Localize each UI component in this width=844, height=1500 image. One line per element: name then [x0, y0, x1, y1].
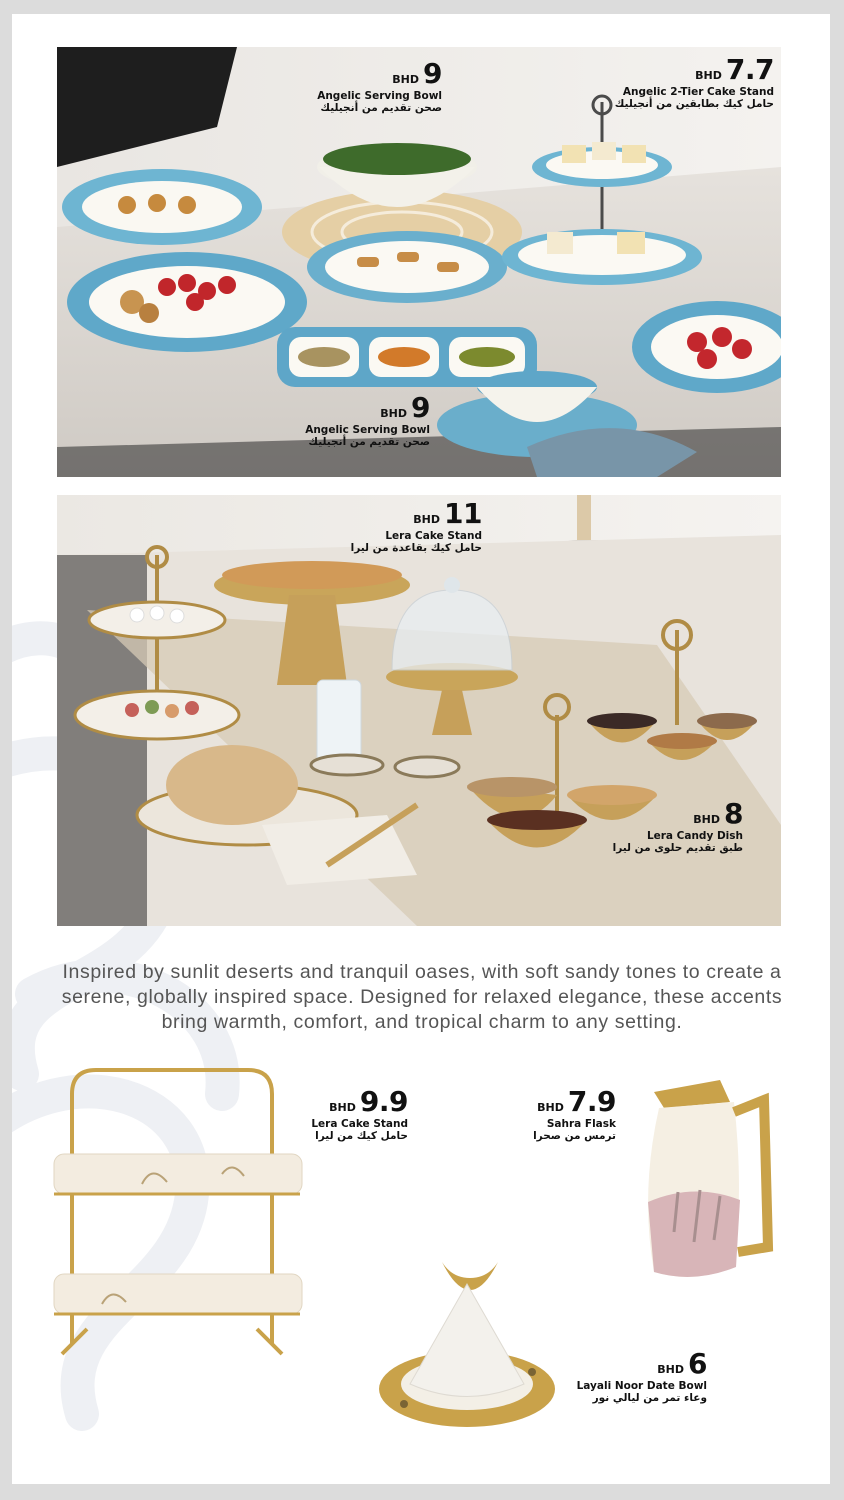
product-tag-angelic-2-tier-cake-stand — [552, 54, 774, 110]
lera-collection-photo — [57, 495, 781, 926]
product-name-arabic: حامل كيك بقاعدة من ليرا — [350, 542, 482, 555]
price-value: 6 — [688, 1347, 707, 1380]
product-tag-angelic-serving-bowl-1 — [242, 58, 442, 114]
product-tag-angelic-serving-bowl-2 — [230, 392, 430, 448]
price-value: 9.9 — [359, 1085, 408, 1118]
currency-label: BHD — [329, 1101, 356, 1114]
catalog-page — [12, 14, 830, 1484]
currency-label: BHD — [657, 1363, 685, 1376]
product-name: Lera Candy Dish — [646, 830, 743, 843]
currency-label: BHD — [380, 407, 408, 420]
product-tag-layali-noor-date-bowl — [507, 1348, 707, 1404]
product-name-arabic: وعاء تمر من ليالي نور — [592, 1392, 707, 1405]
product-name: Lera Cake Stand — [311, 1118, 408, 1131]
product-name-arabic: صحن تقديم من أنجيليك — [320, 102, 442, 115]
price-value: 7.7 — [725, 53, 774, 86]
currency-label: BHD — [537, 1101, 564, 1114]
layali-noor-date-bowl-image — [372, 1244, 562, 1434]
currency-label: BHD — [413, 513, 441, 526]
price-value: 9 — [423, 57, 442, 90]
product-name: Angelic 2-Tier Cake Stand — [622, 86, 774, 99]
product-name-arabic: صحن تقديم من أنجيليك — [308, 436, 430, 449]
product-name: Lera Cake Stand — [385, 530, 482, 543]
collection-description: Inspired by sunlit deserts and tranquil oases, with soft sandy tones to create a serene, globally inspired space. Designed for relaxed elegance, these accents bring warmth, comfort, and tropical charm to any setting. — [61, 961, 783, 1033]
product-tag-lera-candy-dish — [543, 798, 743, 854]
product-tag-sahra-flask — [416, 1086, 616, 1142]
product-name: Angelic Serving Bowl — [317, 90, 442, 103]
product-name: Angelic Serving Bowl — [305, 424, 430, 437]
product-name-arabic: حامل كيك بطابقين من أنجيليك — [614, 98, 774, 111]
price-value: 7.9 — [567, 1085, 616, 1118]
product-name: Sahra Flask — [546, 1118, 616, 1131]
price-value: 8 — [724, 797, 743, 830]
product-name-arabic: ترمس من صحرا — [533, 1130, 616, 1143]
currency-label: BHD — [392, 73, 420, 86]
product-name-arabic: حامل كيك من ليرا — [315, 1130, 408, 1143]
product-tag-lera-cake-stand-2 — [208, 1086, 408, 1142]
sahra-flask-image — [634, 1072, 784, 1282]
price-value: 9 — [411, 391, 430, 424]
price-value: 11 — [444, 497, 482, 530]
product-name: Layali Noor Date Bowl — [576, 1380, 707, 1393]
currency-label: BHD — [693, 813, 721, 826]
currency-label: BHD — [695, 69, 722, 82]
product-tag-lera-cake-stand-1 — [282, 498, 482, 554]
product-name-arabic: طبق تقديم حلوى من ليرا — [612, 842, 743, 855]
